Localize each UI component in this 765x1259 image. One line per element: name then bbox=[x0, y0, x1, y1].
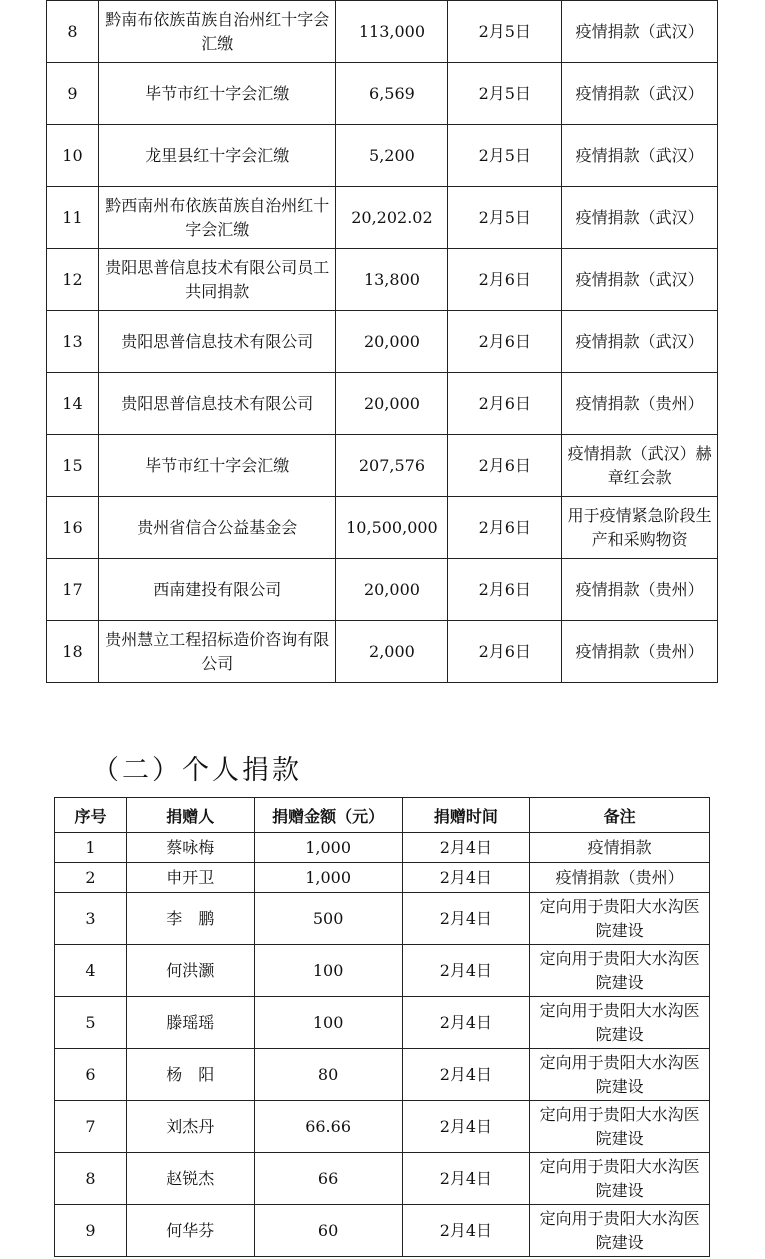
donor-name: 黔南布依族苗族自治州红十字会汇缴 bbox=[98, 1, 336, 63]
donation-note: 疫情捐款（武汉） bbox=[562, 311, 718, 373]
donation-note: 定向用于贵阳大水沟医院建设 bbox=[530, 945, 710, 997]
donation-date: 2月4日 bbox=[402, 1049, 530, 1101]
donation-date: 2月4日 bbox=[402, 1205, 530, 1257]
donation-date: 2月5日 bbox=[448, 63, 562, 125]
row-number: 6 bbox=[55, 1049, 127, 1101]
donor-name: 赵锐杰 bbox=[126, 1153, 254, 1205]
donation-date: 2月4日 bbox=[402, 945, 530, 997]
row-number: 5 bbox=[55, 997, 127, 1049]
donation-note: 定向用于贵阳大水沟医院建设 bbox=[530, 1049, 710, 1101]
row-number: 9 bbox=[47, 63, 99, 125]
donor-name: 贵阳思普信息技术有限公司员工共同捐款 bbox=[98, 249, 336, 311]
donation-amount: 10,500,000 bbox=[336, 497, 448, 559]
donation-note: 疫情捐款（贵州） bbox=[562, 373, 718, 435]
table-header-row bbox=[55, 798, 710, 833]
donor-name: 刘杰丹 bbox=[126, 1101, 254, 1153]
table-row bbox=[55, 997, 710, 1049]
donation-amount: 500 bbox=[254, 893, 402, 945]
donation-note: 定向用于贵阳大水沟医院建设 bbox=[530, 1153, 710, 1205]
donor-name: 李 鹏 bbox=[126, 893, 254, 945]
donation-date: 2月5日 bbox=[448, 1, 562, 63]
donor-name: 何华芬 bbox=[126, 1205, 254, 1257]
donation-date: 2月6日 bbox=[448, 559, 562, 621]
donation-amount: 1,000 bbox=[254, 863, 402, 893]
donation-note: 疫情捐款（武汉）赫章红会款 bbox=[562, 435, 718, 497]
org-donation-table bbox=[46, 0, 718, 683]
donation-date: 2月4日 bbox=[402, 1153, 530, 1205]
donation-note: 疫情捐款（贵州） bbox=[530, 863, 710, 893]
donor-name: 毕节市红十字会汇缴 bbox=[98, 63, 336, 125]
donation-amount: 13,800 bbox=[336, 249, 448, 311]
donation-amount: 20,000 bbox=[336, 373, 448, 435]
row-number: 16 bbox=[47, 497, 99, 559]
row-number: 3 bbox=[55, 893, 127, 945]
donor-name: 杨 阳 bbox=[126, 1049, 254, 1101]
table-row bbox=[55, 833, 710, 863]
donation-note: 定向用于贵阳大水沟医院建设 bbox=[530, 1101, 710, 1153]
donation-date: 2月6日 bbox=[448, 497, 562, 559]
donation-date: 2月6日 bbox=[448, 435, 562, 497]
donor-name: 毕节市红十字会汇缴 bbox=[98, 435, 336, 497]
donation-amount: 66.66 bbox=[254, 1101, 402, 1153]
table-row bbox=[47, 1, 718, 63]
donation-amount: 207,576 bbox=[336, 435, 448, 497]
row-number: 4 bbox=[55, 945, 127, 997]
donor-name: 龙里县红十字会汇缴 bbox=[98, 125, 336, 187]
donor-name: 黔西南州布依族苗族自治州红十字会汇缴 bbox=[98, 187, 336, 249]
row-number: 7 bbox=[55, 1101, 127, 1153]
table-row bbox=[47, 187, 718, 249]
table-row bbox=[55, 1205, 710, 1257]
table-row bbox=[47, 63, 718, 125]
donation-date: 2月4日 bbox=[402, 893, 530, 945]
header-note: 备注 bbox=[530, 798, 710, 833]
donor-name: 贵阳思普信息技术有限公司 bbox=[98, 373, 336, 435]
donation-date: 2月6日 bbox=[448, 311, 562, 373]
donor-name: 贵州省信合公益基金会 bbox=[98, 497, 336, 559]
table-row bbox=[47, 125, 718, 187]
table-row bbox=[55, 945, 710, 997]
donation-amount: 60 bbox=[254, 1205, 402, 1257]
table-row bbox=[55, 1153, 710, 1205]
donor-name: 贵州慧立工程招标造价咨询有限公司 bbox=[98, 621, 336, 683]
table-row bbox=[47, 311, 718, 373]
donor-name: 西南建投有限公司 bbox=[98, 559, 336, 621]
table-row bbox=[55, 1101, 710, 1153]
table-row bbox=[47, 497, 718, 559]
row-number: 10 bbox=[47, 125, 99, 187]
table-row bbox=[47, 373, 718, 435]
donation-amount: 2,000 bbox=[336, 621, 448, 683]
donation-note: 疫情捐款（武汉） bbox=[562, 125, 718, 187]
donation-note: 定向用于贵阳大水沟医院建设 bbox=[530, 997, 710, 1049]
donor-name: 蔡咏梅 bbox=[126, 833, 254, 863]
donation-date: 2月4日 bbox=[402, 997, 530, 1049]
row-number: 17 bbox=[47, 559, 99, 621]
donation-amount: 66 bbox=[254, 1153, 402, 1205]
personal-donation-table bbox=[54, 797, 710, 1257]
donation-amount: 113,000 bbox=[336, 1, 448, 63]
donor-name: 滕瑶瑶 bbox=[126, 997, 254, 1049]
table-row bbox=[47, 559, 718, 621]
donation-date: 2月4日 bbox=[402, 833, 530, 863]
section-heading: （二）个人捐款 bbox=[92, 755, 302, 786]
donation-amount: 6,569 bbox=[336, 63, 448, 125]
donation-note: 定向用于贵阳大水沟医院建设 bbox=[530, 893, 710, 945]
donation-note: 疫情捐款（贵州） bbox=[562, 621, 718, 683]
row-number: 13 bbox=[47, 311, 99, 373]
header-no: 序号 bbox=[55, 798, 127, 833]
donor-name: 何洪灏 bbox=[126, 945, 254, 997]
table-row bbox=[55, 893, 710, 945]
donation-amount: 20,000 bbox=[336, 559, 448, 621]
donation-note: 定向用于贵阳大水沟医院建设 bbox=[530, 1205, 710, 1257]
donation-note: 疫情捐款（武汉） bbox=[562, 63, 718, 125]
header-donor: 捐赠人 bbox=[126, 798, 254, 833]
row-number: 8 bbox=[55, 1153, 127, 1205]
donation-note: 疫情捐款（贵州） bbox=[562, 559, 718, 621]
table-row bbox=[47, 621, 718, 683]
donation-note: 用于疫情紧急阶段生产和采购物资 bbox=[562, 497, 718, 559]
donor-name: 贵阳思普信息技术有限公司 bbox=[98, 311, 336, 373]
row-number: 9 bbox=[55, 1205, 127, 1257]
donation-amount: 80 bbox=[254, 1049, 402, 1101]
header-amount: 捐赠金额（元） bbox=[254, 798, 402, 833]
donation-amount: 5,200 bbox=[336, 125, 448, 187]
donation-date: 2月5日 bbox=[448, 187, 562, 249]
donation-date: 2月4日 bbox=[402, 863, 530, 893]
table-row bbox=[47, 249, 718, 311]
row-number: 14 bbox=[47, 373, 99, 435]
table-row bbox=[47, 435, 718, 497]
row-number: 18 bbox=[47, 621, 99, 683]
donation-note: 疫情捐款（武汉） bbox=[562, 1, 718, 63]
donation-date: 2月5日 bbox=[448, 125, 562, 187]
donation-amount: 100 bbox=[254, 945, 402, 997]
row-number: 2 bbox=[55, 863, 127, 893]
donation-amount: 20,202.02 bbox=[336, 187, 448, 249]
row-number: 8 bbox=[47, 1, 99, 63]
row-number: 15 bbox=[47, 435, 99, 497]
donor-name: 申开卫 bbox=[126, 863, 254, 893]
donation-date: 2月6日 bbox=[448, 249, 562, 311]
donation-amount: 20,000 bbox=[336, 311, 448, 373]
donation-date: 2月6日 bbox=[448, 621, 562, 683]
donation-amount: 100 bbox=[254, 997, 402, 1049]
row-number: 12 bbox=[47, 249, 99, 311]
donation-note: 疫情捐款（武汉） bbox=[562, 187, 718, 249]
row-number: 11 bbox=[47, 187, 99, 249]
table-row bbox=[55, 863, 710, 893]
row-number: 1 bbox=[55, 833, 127, 863]
donation-date: 2月6日 bbox=[448, 373, 562, 435]
donation-note: 疫情捐款 bbox=[530, 833, 710, 863]
donation-date: 2月4日 bbox=[402, 1101, 530, 1153]
donation-note: 疫情捐款（武汉） bbox=[562, 249, 718, 311]
donation-amount: 1,000 bbox=[254, 833, 402, 863]
header-date: 捐赠时间 bbox=[402, 798, 530, 833]
table-row bbox=[55, 1049, 710, 1101]
